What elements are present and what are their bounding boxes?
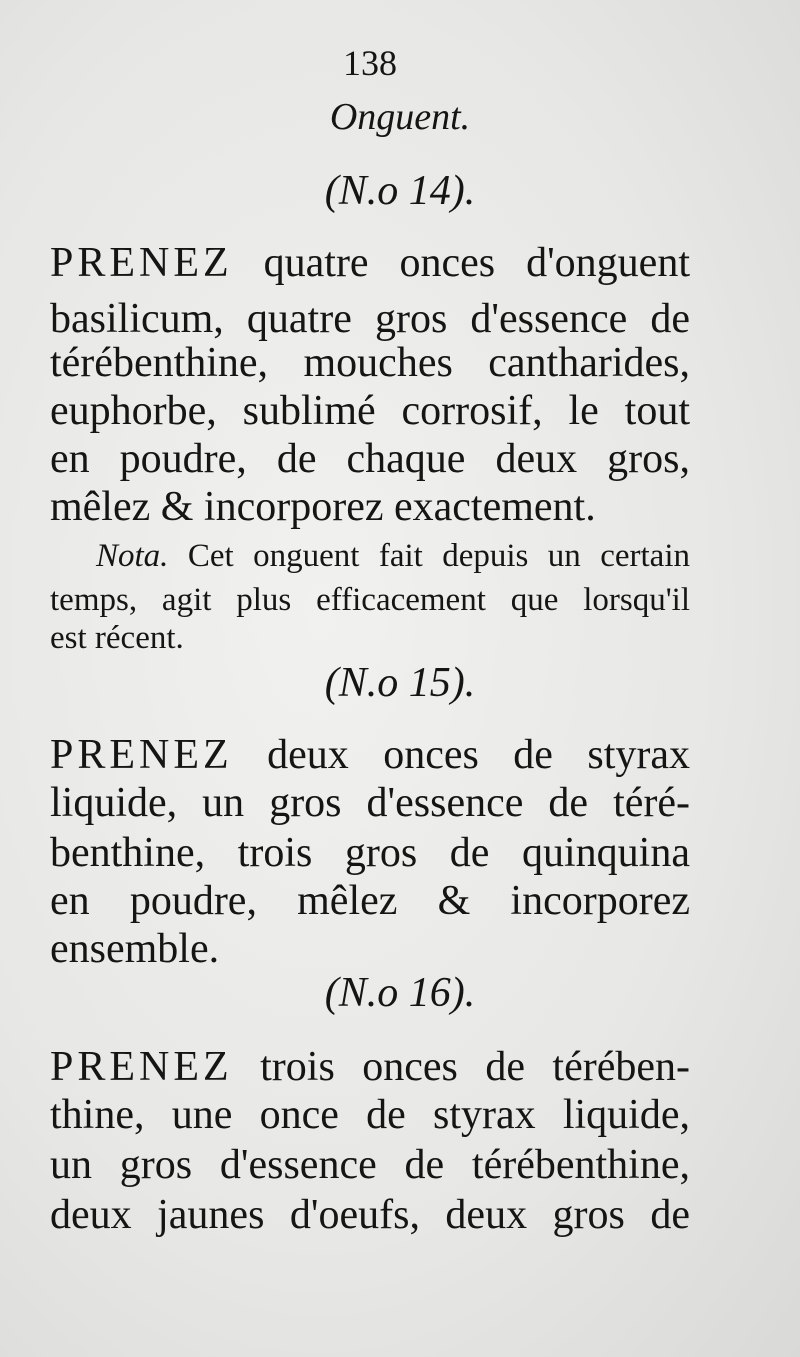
recipe-15-line-3: benthine, trois gros de quinquina — [50, 830, 690, 876]
recipe-14-line-6: mêlez & incorporez exactement. — [50, 484, 596, 530]
recipe-16-line-2: thine, une once de styrax liquide, — [50, 1092, 690, 1138]
recipe-number-14: (N.o 14). — [324, 168, 476, 214]
recipe-14-opening-word: PRENEZ — [50, 240, 233, 286]
recipe-number-15: (N.o 15). — [324, 660, 476, 706]
recipe-14-line-5: en poudre, de chaque deux gros, — [50, 436, 690, 482]
running-header: Onguent. — [329, 96, 471, 138]
recipe-16-line-1 — [50, 1046, 690, 1088]
recipe-15-line-5: ensemble. — [50, 926, 220, 972]
recipe-16-line-1-text: trois onces de térében- — [232, 1044, 690, 1090]
recipe-14-line-4: euphorbe, sublimé corrosif, le tout — [50, 388, 690, 434]
recipe-15-line-2: liquide, un gros d'essence de téré- — [50, 780, 690, 826]
recipe-15-line-1 — [50, 734, 690, 776]
nota-label: Nota. — [96, 538, 169, 574]
recipe-16-opening-word: PRENEZ — [50, 1044, 233, 1090]
recipe-14-line-3: térébenthine, mouches cantharides, — [50, 340, 690, 386]
nota-14-line-1 — [96, 540, 690, 573]
recipe-14-line-1 — [50, 242, 690, 284]
recipe-14-line-1-text: quatre onces d'onguent — [232, 240, 690, 286]
recipe-16-line-4: deux jaunes d'oeufs, deux gros de — [50, 1192, 690, 1238]
recipe-15-line-1-text: deux onces de styrax — [232, 732, 690, 778]
recipe-16-line-3: un gros d'essence de térébenthine, — [50, 1142, 690, 1188]
page-number: 138 — [343, 43, 397, 83]
nota-14-line-1-text: Cet onguent fait depuis un certain — [168, 538, 690, 574]
nota-14-line-2: temps, agit plus efficacement que lorsqu'il — [50, 582, 690, 618]
recipe-number-16: (N.o 16). — [324, 970, 476, 1016]
recipe-15-opening-word: PRENEZ — [50, 732, 233, 778]
nota-14-line-3: est récent. — [50, 620, 184, 656]
recipe-14-line-2: basilicum, quatre gros d'essence de — [50, 296, 690, 342]
recipe-15-line-4: en poudre, mêlez & incorporez — [50, 878, 690, 924]
